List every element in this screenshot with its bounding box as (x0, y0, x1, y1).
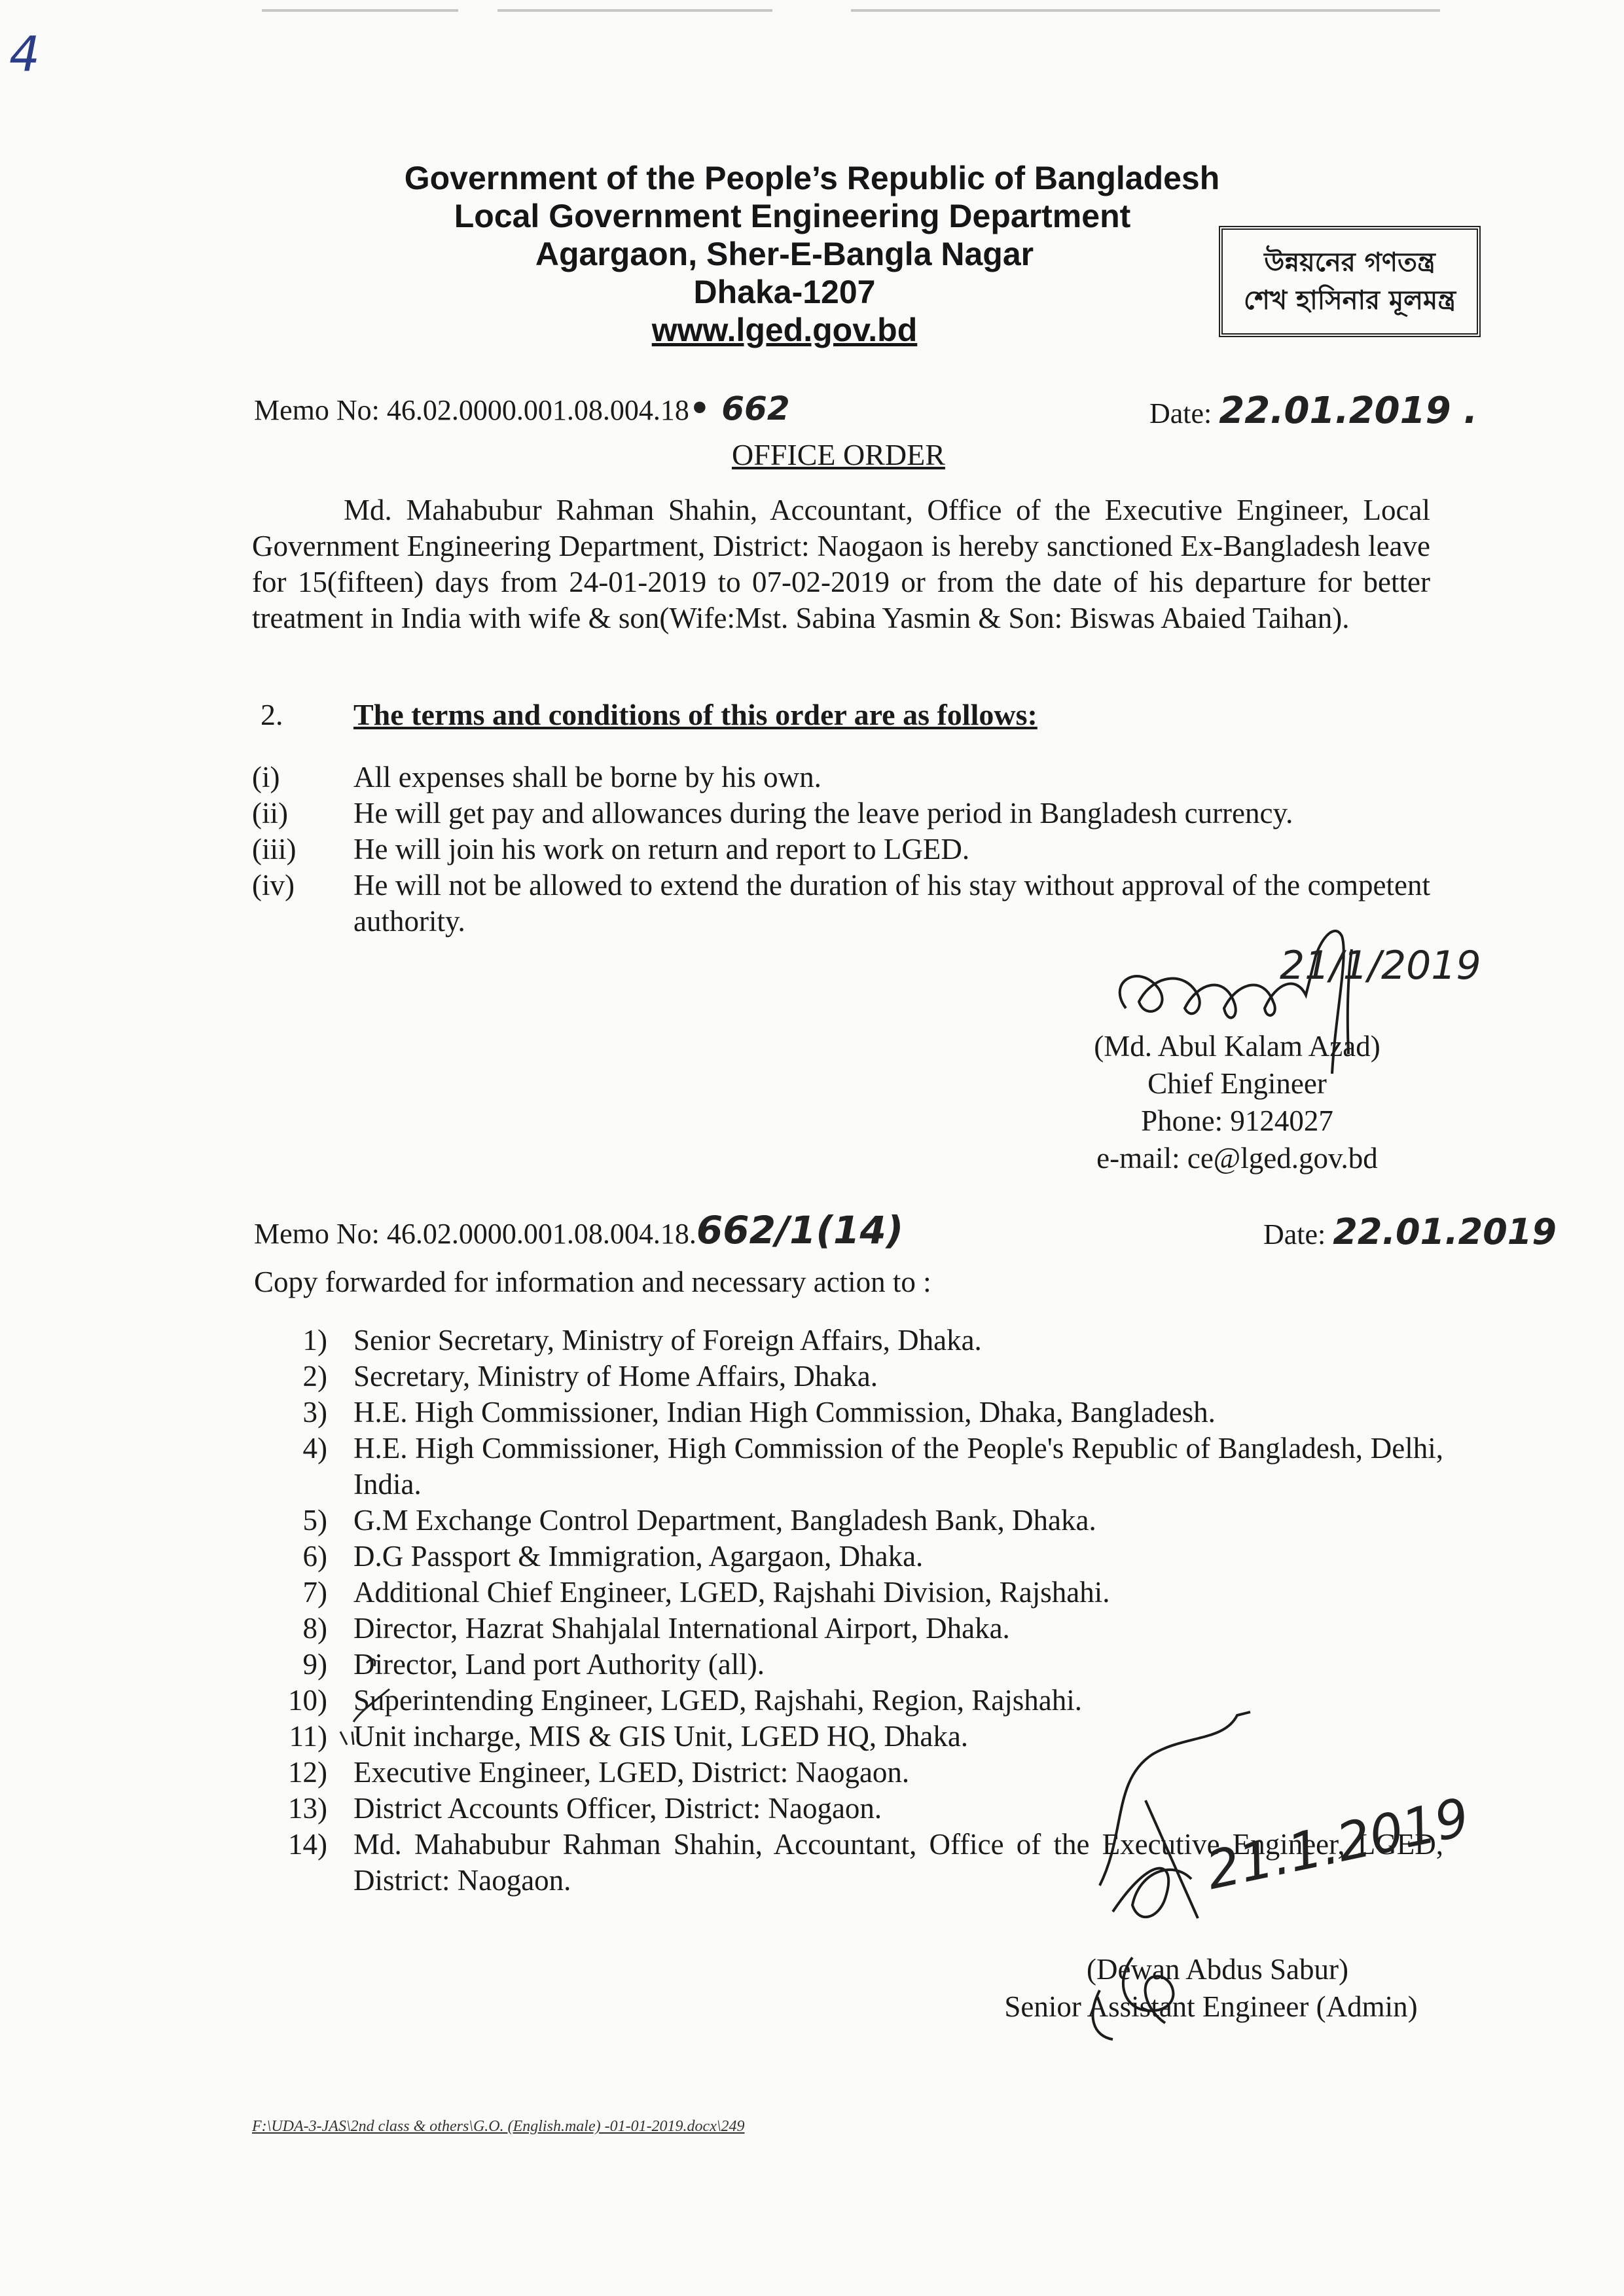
list-item-number: 5) (302, 1504, 327, 1537)
list-item-number: 8) (302, 1612, 327, 1645)
list-item-number: 12) (288, 1756, 327, 1789)
terms-heading (261, 697, 283, 732)
corner-page-mark: 4 (9, 26, 41, 82)
term-number: (ii) (252, 797, 288, 829)
list-item-text: Unit incharge, MIS & GIS Unit, LGED HQ, Dhaka. (353, 1720, 969, 1753)
signatory1-phone: Phone: 9124027 (1141, 1104, 1333, 1137)
term-text: He will not be allowed to extend the duration of his stay without approval of the competent authority. (353, 869, 1430, 938)
list-item-number: 10) (288, 1684, 327, 1717)
list-item-number: 11) (289, 1720, 327, 1753)
scan-artifact (497, 9, 772, 12)
signatory1-name: (Md. Abul Kalam Azad) (1094, 1030, 1380, 1063)
list-item-number: 6) (302, 1540, 327, 1573)
list-item-number: 13) (288, 1792, 327, 1825)
list-item-text: D.G Passport & Immigration, Agargaon, Dhaka. (353, 1540, 924, 1573)
date-handwritten: 22.01.2019 . (1219, 390, 1478, 432)
signatory1-email: e-mail: ce@lged.gov.bd (1096, 1142, 1378, 1175)
list-item-text: Secretary, Ministry of Home Affairs, Dhaka. (353, 1360, 878, 1393)
signatory1-designation: Chief Engineer (1147, 1067, 1327, 1100)
list-item-number: 7) (302, 1576, 327, 1609)
list-item-number: 3) (302, 1396, 327, 1429)
signatory2-name: (Dewan Abdus Sabur) (1087, 1953, 1348, 1986)
memo-date (1149, 390, 1477, 432)
term-text: He will join his work on return and report to LGED. (353, 833, 970, 866)
list-item-number: 1) (302, 1324, 327, 1357)
header-government: Government of the People’s Republic of Bangladesh (404, 160, 1220, 196)
list-item-number: 14) (288, 1828, 327, 1861)
term-number: (iii) (252, 833, 297, 866)
memo-number (254, 390, 790, 428)
copy-memo-date (1263, 1211, 1557, 1252)
signatory2-designation: Senior Assistant Engineer (Admin) (1004, 1990, 1418, 2023)
header-city: Dhaka-1207 (693, 274, 876, 310)
copy-intro: Copy forwarded for information and necessary action to : (254, 1266, 931, 1298)
scan-artifact (851, 9, 1440, 12)
list-item-text: G.M Exchange Control Department, Bangladesh Bank, Dhaka. (353, 1504, 1096, 1537)
header-department: Local Government Engineering Department (454, 198, 1131, 234)
list-item-text: Director, Land port Authority (all). (353, 1648, 765, 1681)
list-item-number: 2) (302, 1360, 327, 1393)
chief-engineer-signature-date: 21/1/2019 (1280, 943, 1481, 989)
copy-date-label: Date: (1263, 1218, 1326, 1250)
list-item-text: H.E. High Commissioner, Indian High Commission, Dhaka, Bangladesh. (353, 1396, 1216, 1429)
copy-memo-number (254, 1208, 903, 1252)
list-item-text: Superintending Engineer, LGED, Rajshahi, Region, Rajshahi. (353, 1684, 1083, 1717)
date-label: Date: (1149, 397, 1212, 429)
memo-label: Memo No: 46.02.0000.001.08.004.18 (254, 394, 689, 426)
terms-number: 2. (261, 698, 283, 731)
footer-file-path: F:\UDA-3-JAS\2nd class & others\G.O. (English.male) -01-01-2019.docx\249 (252, 2118, 745, 2135)
copy-date-handwritten: 22.01.2019 (1333, 1211, 1557, 1252)
list-item-text: H.E. High Commissioner, High Commission of the People's Republic of Bangladesh, Delhi, India. (353, 1432, 1443, 1501)
term-number: (i) (252, 761, 280, 793)
list-item-text: Additional Chief Engineer, LGED, Rajshahi Division, Rajshahi. (353, 1576, 1110, 1609)
slogan-line-2: শেখ হাসিনার মূলমন্ত্র (1244, 285, 1456, 316)
copy-memo-handwritten-number: 662/1(14) (696, 1208, 904, 1252)
scan-artifact (262, 9, 458, 12)
terms-title: The terms and conditions of this order are as follows: (353, 698, 1038, 731)
copy-memo-label: Memo No: 46.02.0000.001.08.004.18. (254, 1218, 696, 1250)
memo-handwritten-number: • 662 (689, 390, 790, 428)
senior-engineer-signature-date: 21.1.2019 (1200, 1786, 1475, 1902)
header-website: www.lged.gov.bd (651, 312, 918, 348)
list-item-text: Executive Engineer, LGED, District: Naogaon. (353, 1756, 910, 1789)
slogan-box (1219, 226, 1481, 337)
order-body (252, 492, 1430, 636)
term-text: All expenses shall be borne by his own. (353, 761, 821, 793)
order-title: OFFICE ORDER (732, 438, 945, 471)
list-item-text: Senior Secretary, Ministry of Foreign Affairs, Dhaka. (353, 1324, 982, 1357)
order-body-text: Md. Mahabubur Rahman Shahin, Accountant, Office of the Executive Engineer, Local Government Engineering Department, District: Naogaon is hereby sanctioned Ex-Bangladesh leave for 15(fifteen) days from 24-01-2019 to 07-02-2019 or from the date of his departure for better treatment in India with wife & son(Wife:Mst. Sabina Yasmin & Son: Biswas Abaied Taihan). (252, 494, 1430, 634)
term-text: He will get pay and allowances during the leave period in Bangladesh currency. (353, 797, 1293, 829)
list-item-number: 9) (302, 1648, 327, 1681)
list-tick-marks (327, 1650, 406, 1748)
list-item-text: District Accounts Officer, District: Naogaon. (353, 1792, 882, 1825)
slogan-line-1: উন্নয়নের গণতন্ত্র (1264, 247, 1435, 278)
list-item-text: Md. Mahabubur Rahman Shahin, Accountant, Office of the Executive Engineer, LGED, District: Naogaon. (353, 1828, 1443, 1897)
header-address: Agargaon, Sher-E-Bangla Nagar (535, 236, 1034, 272)
list-item-text: Director, Hazrat Shahjalal International Airport, Dhaka. (353, 1612, 1010, 1645)
list-item-number: 4) (302, 1432, 327, 1465)
term-number: (iv) (252, 869, 295, 902)
